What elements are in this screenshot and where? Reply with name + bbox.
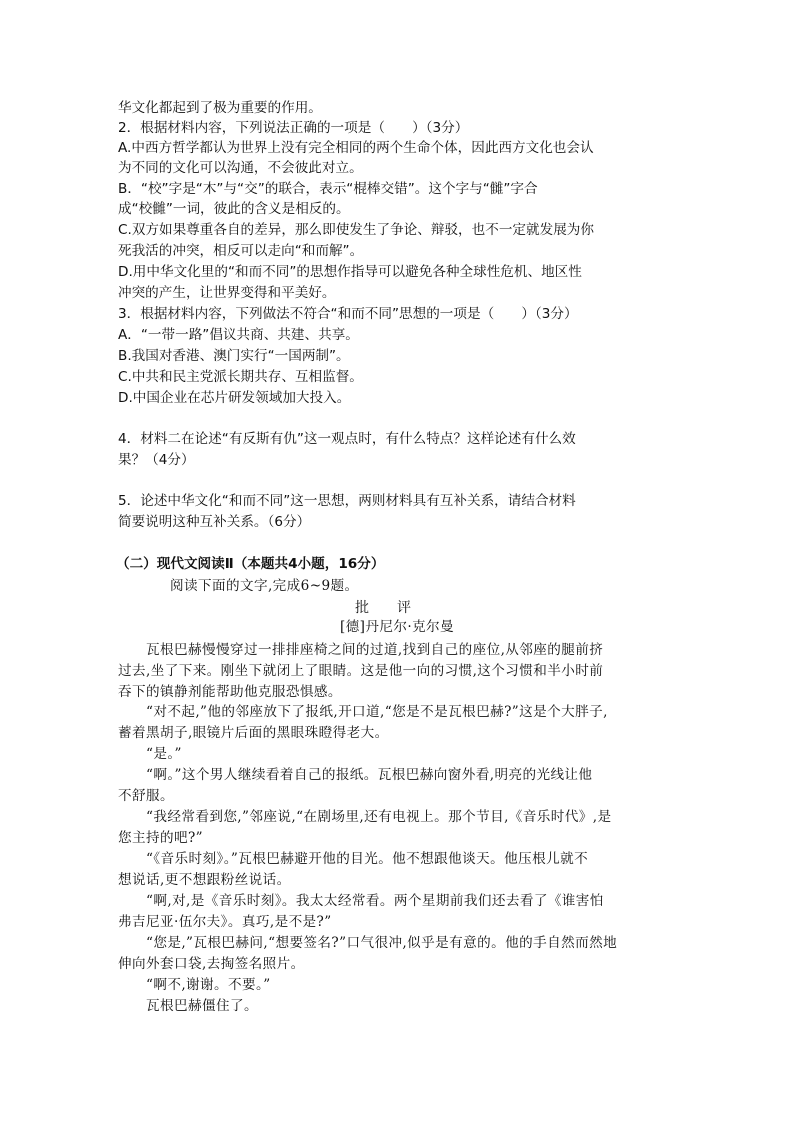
para7-line1: “啊,对,是《音乐时刻》。我太太经常看。两个星期前我们还去看了《谁害怕: [146, 893, 604, 909]
para3-line1: “是。”: [146, 746, 182, 762]
q2-option-d-line1: D.用中华文化里的“和而不同”的思想作指导可以避免各种全球性危机、地区性: [118, 264, 582, 280]
q2-option-a-line1: A.中西方哲学都认为世界上没有完全相同的两个生命个体，因此西方文化也会认: [118, 140, 594, 156]
para1-line2: 过去,坐了下来。刚坐下就闭上了眼睛。这是他一向的习惯,这个习惯和半小时前: [118, 663, 604, 679]
q3-option-d: D.中国企业在芯片研发领域加大投入。: [118, 390, 351, 406]
instruction: 阅读下面的文字,完成6~9题。: [170, 578, 359, 594]
para9-line1: “啊不,谢谢。不要。”: [146, 977, 271, 993]
q5-line2: 简要说明这种互补关系。（6分）: [118, 514, 311, 530]
para5-line1: “我经常看到您,”邻座说,“在剧场里,还有电视上。那个节目,《音乐时代》,是: [146, 809, 612, 825]
q2-option-d-line2: 冲突的产生，让世界变得和平美好。: [118, 285, 336, 301]
para1-line1: 瓦根巴赫慢慢穿过一排排座椅之间的过道,找到自己的座位,从邻座的腿前挤: [146, 642, 604, 658]
para1-line3: 吞下的镇静剂能帮助他克服恐惧感。: [118, 684, 342, 700]
q2-option-c-line2: 死我活的冲突，相反可以走向“和而解”。: [118, 243, 364, 259]
para4-line1: “啊。”这个男人继续看着自己的报纸。瓦根巴赫向窗外看,明亮的光线让他: [146, 767, 593, 783]
para7-line2: 弗吉尼亚·伍尔夫》。真巧,是不是?”: [118, 914, 332, 930]
intro-line: 华文化都起到了极为重要的作用。: [118, 100, 322, 116]
q3-option-a: A．“一带一路”倡议共商、共建、共享。: [118, 327, 359, 343]
q5-line1: 5．论述中华文化“和而不同”这一思想，两则材料具有互补关系，请结合材料: [118, 493, 576, 509]
q3-stem: 3．根据材料内容，下列做法不符合“和而不同”思想的一项是（ ）（3分）: [118, 306, 578, 322]
para5-line2: 您主持的吧?”: [118, 830, 204, 846]
story-title: 批评: [355, 600, 439, 616]
story-author: [德]丹尼尔·克尔曼: [339, 619, 455, 635]
q2-stem: 2．根据材料内容，下列说法正确的一项是（ ）（3分）: [118, 120, 469, 136]
q2-option-b-line2: 成“校雠”一词，彼此的含义是相反的。: [118, 201, 350, 217]
q3-option-b: B.我国对香港、澳门实行“一国两制”。: [118, 348, 350, 364]
para2-line1: “对不起,”他的邻座放下了报纸,开口道,“您是不是瓦根巴赫?”这是个大胖子,: [146, 704, 608, 720]
section-heading: （二）现代文阅读Ⅱ（本题共4小题，16分）: [116, 556, 385, 572]
para10-line1: 瓦根巴赫僵住了。: [146, 998, 258, 1014]
q4-line1: 4．材料二在论述“有反斯有仇”这一观点时，有什么特点？这样论述有什么效: [118, 431, 576, 447]
para2-line2: 蓄着黑胡子,眼镜片后面的黑眼珠瞪得老大。: [118, 725, 389, 741]
q4-line2: 果？（4分）: [118, 452, 195, 468]
para8-line1: “您是,”瓦根巴赫问,“想要签名?”口气很冲,似乎是有意的。他的手自然而然地: [146, 935, 618, 951]
para8-line2: 伸向外套口袋,去掏签名照片。: [118, 956, 305, 972]
q3-option-c: C.中共和民主党派长期共存、互相监督。: [118, 369, 363, 385]
para6-line2: 想说话,更不想跟粉丝说话。: [118, 872, 291, 888]
para4-line2: 不舒服。: [118, 788, 174, 804]
q2-option-c-line1: C.双方如果尊重各自的差异，那么即使发生了争论、辩驳，也不一定就发展为你: [118, 222, 594, 238]
q2-option-b-line1: B．“校”字是“木”与“交”的联合，表示“棍棒交错”。这个字与“雠”字合: [118, 181, 538, 197]
para6-line1: “《音乐时刻》。”瓦根巴赫避开他的目光。他不想跟他谈天。他压根儿就不: [146, 851, 589, 867]
q2-option-a-line2: 为不同的文化可以沟通，不会彼此对立。: [118, 160, 363, 176]
